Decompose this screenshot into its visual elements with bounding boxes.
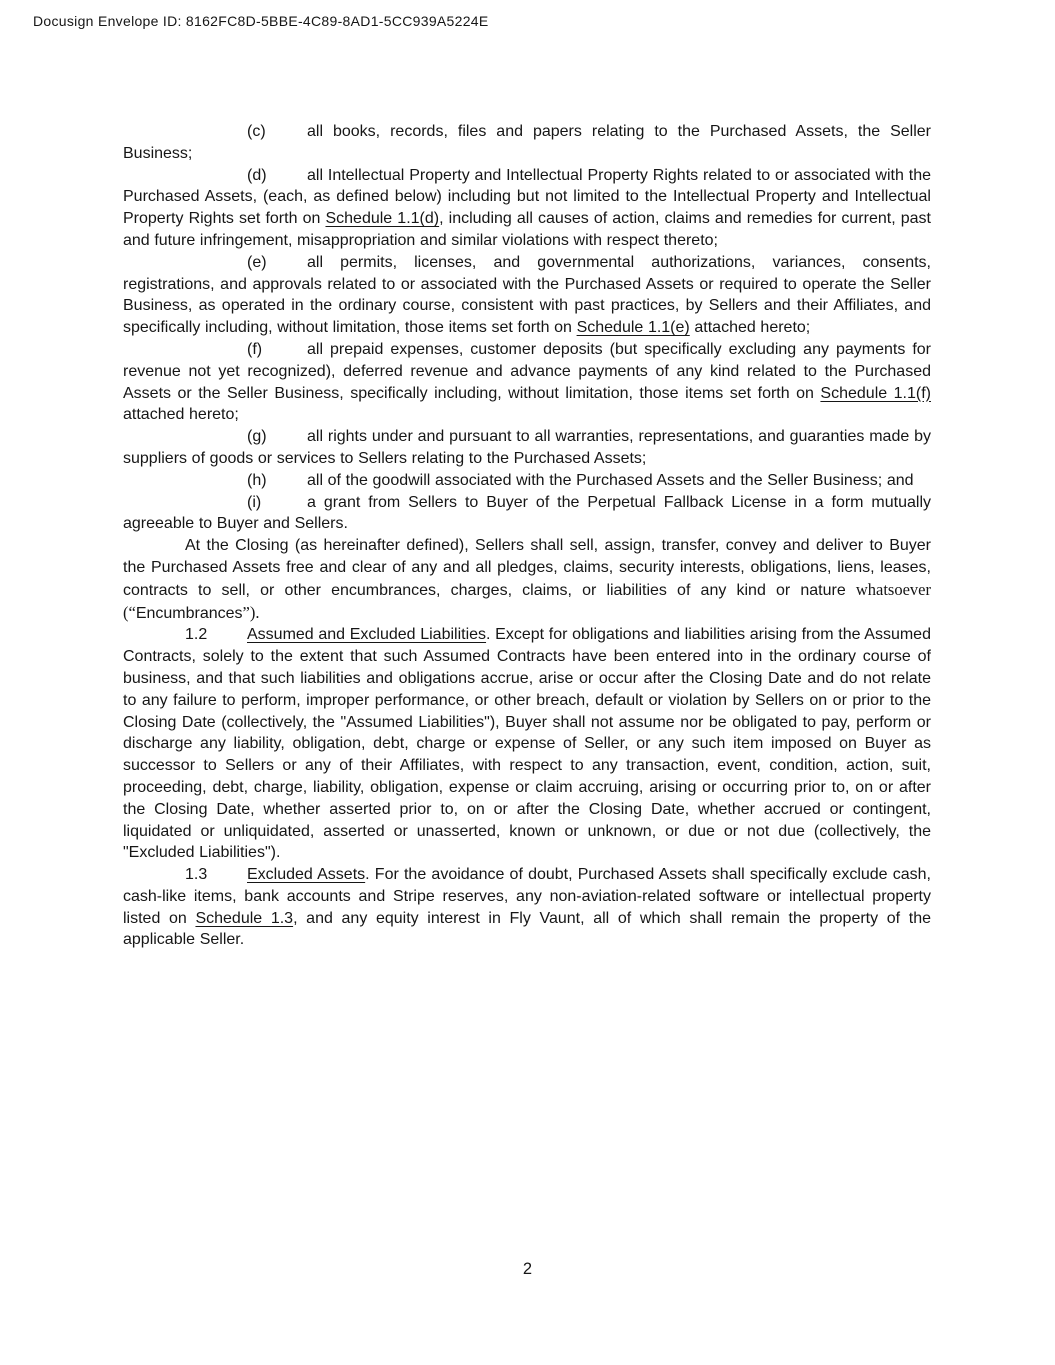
clause-f-text-continued: attached hereto; — [123, 406, 239, 424]
clause-e-label: (e) — [247, 253, 267, 271]
schedule-1-1-d-reference: Schedule 1.1(d) — [325, 210, 440, 228]
clause-d — [123, 165, 931, 252]
closing-paragraph — [123, 535, 931, 624]
clause-f-text: all prepaid expenses, customer deposits (but specifically excluding any payments for revenue not yet recognized), deferred revenue and advance payments of any kind related to the Purchased Assets or the Seller Business, specifically including, without limitation, those items set forth on — [123, 340, 931, 402]
clause-h-label: (h) — [247, 471, 267, 489]
schedule-1-3-reference: Schedule 1.3 — [195, 909, 294, 927]
closing-serif-open: whatsoever (“ — [123, 579, 931, 622]
clause-g-label: (g) — [247, 428, 267, 446]
clause-d-text: all Intellectual Property and Intellectual Property Rights related to or associated with the Purchased Assets, (each, as defined below) including but not limited to the Intellectual Property and Intellectual Property Rights set forth on — [123, 166, 931, 228]
closing-serif-close: ”). — [242, 602, 260, 622]
section-1-2-body: . Except for obligations and liabilities arising from the Assumed Contracts, solely to the extent that such Assumed Contracts have been entered into in the ordinary course of business, and that such liabilities and obligations accrue, arise or occur after the Closing Date and do not relate to any failure to perform, improper performance, or other breach, default or violation by Sellers on or prior to the Closing Date (collectively, the "Assumed Liabilities"), Buyer shall not assume nor be obligated to pay, perform or discharge any liability, obligation, debt, charge or expense of Seller, or any such item imposed on Buyer as successor to Sellers or any of their Affiliates, with respect to any transaction, event, condition, action, suit, proceeding, debt, charge, liability, obligation, expense or claim accruing, arising or occurring prior to, on or after the Closing Date, whether asserted prior to, on or after the Closing Date, whether accrued or contingent, liquidated or unliquidated, asserted or unasserted, known or unknown, or due or not due (collectively, the "Excluded Liabilities"). — [123, 626, 931, 862]
closing-paragraph-text: At the Closing (as hereinafter defined), Sellers shall sell, assign, transfer, convey and deliver to Buyer the Purchased Assets free and clear of any and all pledges, claims, security interests, obligations, liens, leases, contracts to sell, or other encumbrances, charges, claims, or liabilities of any kind or nature — [123, 537, 931, 599]
section-1-3 — [123, 864, 931, 951]
clause-f — [123, 339, 931, 426]
section-1-3-body: . For the avoidance of doubt, Purchased Assets shall specifically exclude cash, cash-like items, bank accounts and Stripe reserves, any non-aviation-related software or intellectual property listed on — [123, 866, 931, 927]
page-number: 2 — [522, 1260, 533, 1278]
clause-c-label: (c) — [247, 123, 266, 140]
clause-c-text: all books, records, files and papers relating to the Purchased Assets, the Seller Business; — [123, 123, 931, 162]
clause-e-text-continued: attached hereto; — [689, 319, 811, 337]
clause-e-text: all permits, licenses, and governmental authorizations, variances, consents, registrations, and approvals related to or associated with the Purchased Assets or required to operate the Seller Business, as operated in the ordinary course, consistent with past practices, by Sellers and their Affiliates, and specifically including, without limitation, those items set forth on — [123, 253, 931, 337]
clause-h-text: all of the goodwill associated with the Purchased Assets and the Seller Business; and — [307, 471, 914, 489]
section-1-3-heading: Excluded Assets — [247, 866, 366, 884]
section-1-3-number: 1.3 — [185, 866, 208, 884]
document-body — [123, 121, 931, 951]
clause-d-label: (d) — [247, 166, 267, 184]
section-1-2-heading: Assumed and Excluded Liabilities — [247, 626, 487, 644]
clause-i-text: a grant from Sellers to Buyer of the Perpetual Fallback License in a form mutually agreeable to Buyer and Sellers. — [123, 493, 931, 533]
clause-g-text: all rights under and pursuant to all warranties, representations, and guaranties made by suppliers of goods or services to Sellers relating to the Purchased Assets; — [123, 428, 931, 467]
clause-i — [123, 492, 931, 536]
clause-i-label: (i) — [247, 493, 262, 511]
clause-d-text-continued: , including all causes of action, claims and remedies for current, past and future infringement, misappropriation and similar violations with respect thereto; — [123, 210, 931, 249]
clause-f-label: (f) — [247, 340, 263, 358]
clause-h — [123, 470, 931, 492]
clause-c — [123, 121, 931, 165]
schedule-1-1-f-reference: Schedule 1.1(f) — [820, 384, 931, 402]
section-1-2 — [123, 624, 931, 864]
clause-e — [123, 252, 931, 339]
section-1-3-body-continued: , and any equity interest in Fly Vaunt, all of which shall remain the property of the applicable Seller. — [123, 909, 932, 949]
defined-term-encumbrances: Encumbrances — [135, 604, 243, 622]
schedule-1-1-e-reference: Schedule 1.1(e) — [576, 319, 690, 337]
docusign-envelope-id: Docusign Envelope ID: 8162FC8D-5BBE-4C89-8AD1-5CC939A5224E — [33, 13, 489, 29]
clause-g — [123, 426, 931, 470]
section-1-2-number: 1.2 — [185, 626, 208, 644]
